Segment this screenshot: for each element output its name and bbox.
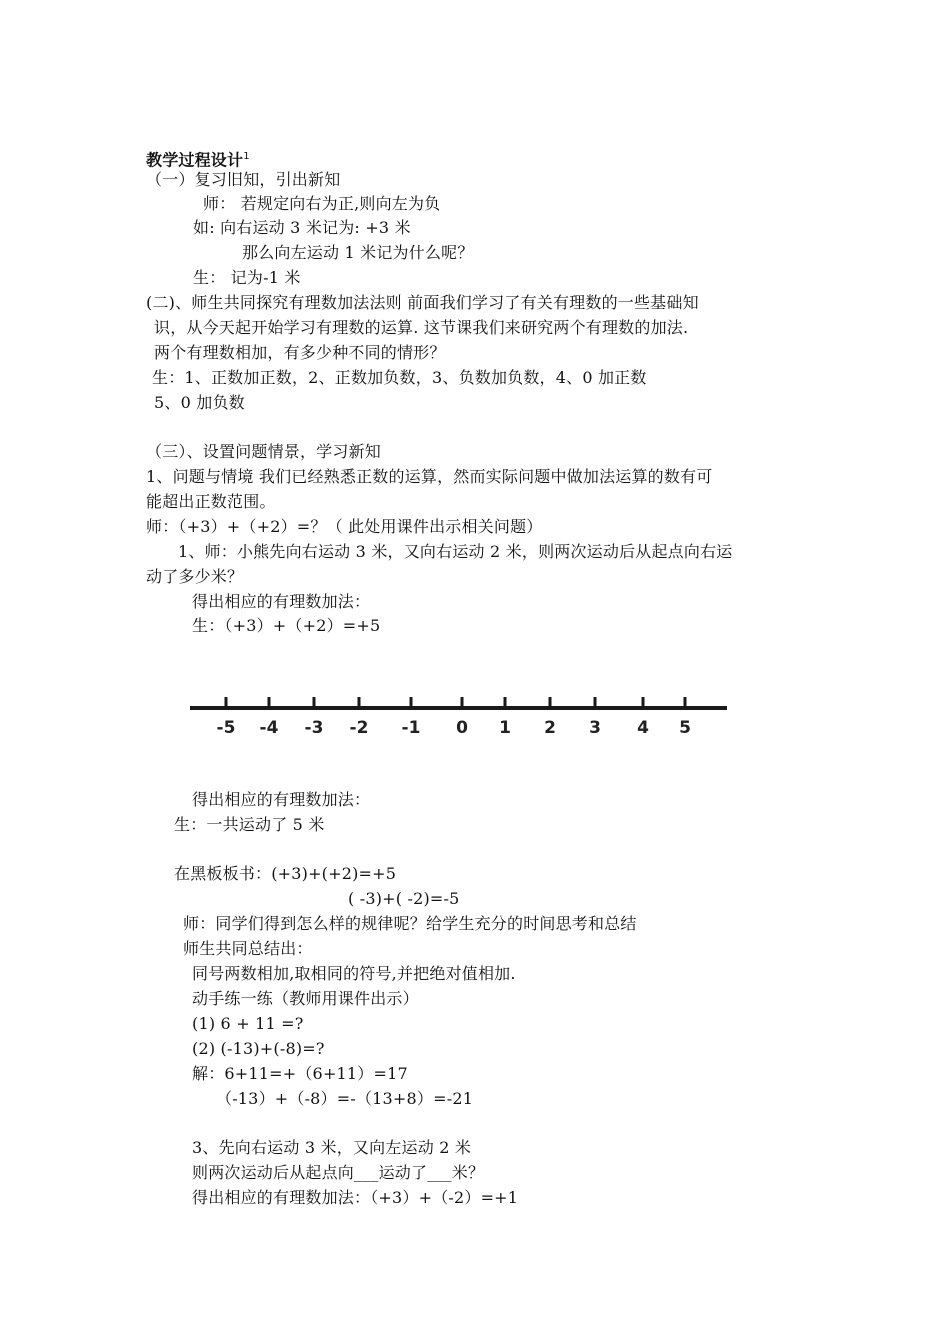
s4-line-9: (1) 6 + 11 =? (192, 1014, 304, 1033)
tick-label: 0 (456, 718, 468, 738)
s5-line-1: 3、先向右运动 3 米，又向左运动 2 米 (192, 1138, 472, 1157)
number-line-ticks (217, 697, 691, 738)
s4-line-3: 在黑板板书：(+3)+(+2)=+5 (174, 864, 397, 883)
tick-label: 3 (589, 718, 601, 738)
s4-line-10: (2) (-13)+(-8)=? (192, 1039, 325, 1058)
s3-line-6: 得出相应的有理数加法： (192, 592, 371, 611)
s4-line-5: 师：同学们得到怎么样的规律呢？给学生充分的时间思考和总结 (183, 914, 637, 933)
s1-line-1: 师： 若规定向右为正,则向左为负 (203, 194, 441, 213)
s1-line-4: 生： 记为-1 米 (193, 268, 301, 287)
tick-label: 2 (544, 718, 556, 738)
s3-line-7: 生：（+3）+（+2）=+5 (192, 616, 381, 635)
s3-line-2: 能超出正数范围。 (146, 492, 276, 511)
title-superscript: 1 (243, 151, 250, 162)
s3-line-1: 1、问题与情境 我们已经熟悉正数的运算，然而实际问题中做加法运算的数有可 (146, 467, 713, 486)
number-line (185, 686, 735, 746)
tick-label: -1 (401, 718, 421, 738)
tick-label: -3 (304, 718, 324, 738)
s2-line-4: 生：1、正数加正数，2、正数加负数，3、负数加负数，4、0 加正数 (152, 368, 647, 387)
s3-line-5: 动了多少米？ (146, 567, 244, 586)
s4-line-11: 解：6+11=+（6+11）=17 (192, 1064, 408, 1083)
tick-label: 1 (499, 718, 511, 738)
s4-line-7: 同号两数相加,取相同的符号,并把绝对值相加. (192, 964, 516, 983)
s4-line-1: 得出相应的有理数加法： (192, 790, 371, 809)
section-1-heading: （一）复习旧知，引出新知 (146, 170, 341, 189)
tick-label: -5 (216, 718, 236, 738)
s5-line-2: 则两次运动后从起点向___运动了___米？ (192, 1163, 485, 1182)
section-3-heading: （三）、设置问题情景，学习新知 (146, 442, 382, 461)
s4-line-2: 生：一共运动了 5 米 (174, 815, 325, 834)
s2-line-2: 识，从今天起开始学习有理数的运算. 这节课我们来研究两个有理数的加法. (154, 318, 689, 337)
tick-label: 5 (679, 718, 691, 738)
s4-line-4: ( -3)+( -2)=-5 (348, 889, 460, 908)
s5-line-3: 得出相应的有理数加法：（+3）+（-2）=+1 (192, 1188, 519, 1207)
s2-line-3: 两个有理数相加，有多少种不同的情形？ (154, 343, 446, 362)
s3-line-3: 师：（+3）+（+2）=？（ 此处用课件出示相关问题） (146, 517, 543, 536)
s2-line-5: 5、0 加负数 (154, 393, 245, 412)
document-title (146, 146, 250, 171)
s1-line-2: 如: 向右运动 3 米记为: +3 米 (193, 218, 411, 237)
s4-line-12: （-13）+（-8）=-（13+8）=-21 (216, 1089, 474, 1108)
s2-line-1: (二)、师生共同探究有理数加法法则 前面我们学习了有关有理数的一些基础知 (146, 293, 699, 312)
s1-line-3: 那么向左运动 1 米记为什么呢？ (242, 243, 474, 262)
s3-line-4: 1、师：小熊先向右运动 3 米，又向右运动 2 米，则两次运动后从起点向右运 (178, 542, 733, 561)
tick-label: -4 (259, 718, 279, 738)
tick-label: 4 (637, 718, 649, 738)
tick-label: -2 (349, 718, 369, 738)
s4-line-6: 师生共同总结出： (183, 939, 313, 958)
title-text: 教学过程设计 (146, 150, 244, 170)
s4-line-8: 动手练一练（教师用课件出示） (192, 989, 419, 1008)
